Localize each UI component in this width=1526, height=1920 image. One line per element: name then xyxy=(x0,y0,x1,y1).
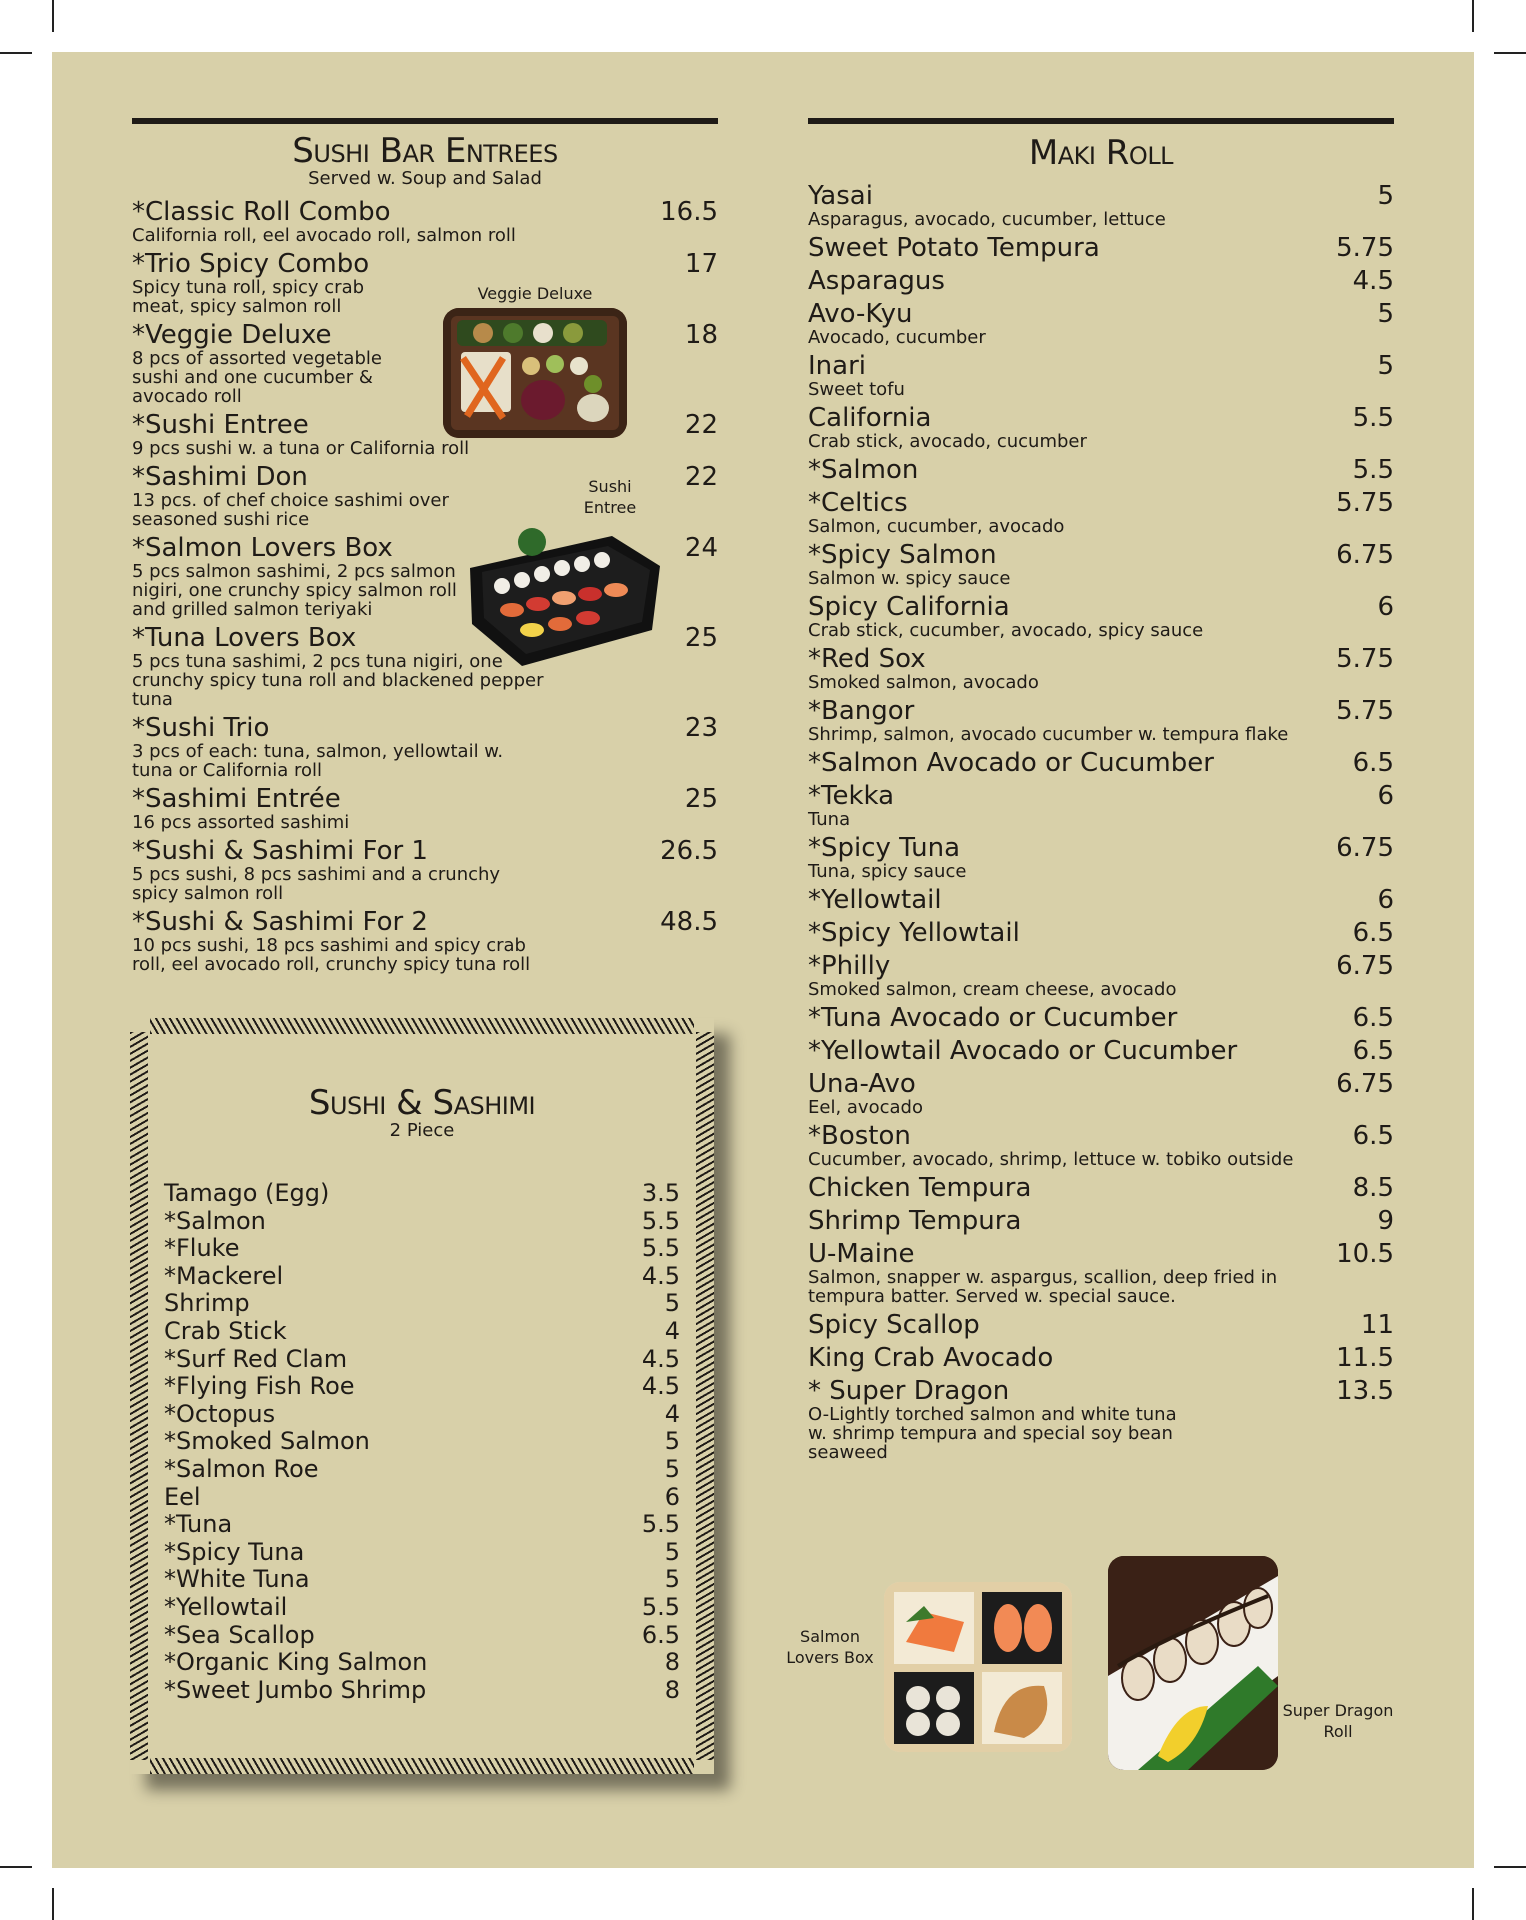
entree-name: *Classic Roll Combo xyxy=(132,197,391,227)
sashimi-price: 8 xyxy=(664,1675,680,1704)
maki-item xyxy=(808,1070,1394,1117)
maki-name: Avo-Kyu xyxy=(808,299,913,329)
entree-price: 17 xyxy=(684,249,718,279)
sashimi-item xyxy=(164,1484,680,1512)
maki-item xyxy=(808,1344,1394,1372)
maki-description: Tuna, spicy sauce xyxy=(808,861,967,882)
maki-price: 6.5 xyxy=(1352,1003,1394,1033)
sashimi-price: 4 xyxy=(664,1316,680,1345)
maki-name: California xyxy=(808,403,932,433)
maki-name: *Spicy Tuna xyxy=(808,833,961,863)
sushi-entree-photo xyxy=(462,506,664,666)
sashimi-price: 5.5 xyxy=(641,1206,680,1235)
entree-name: *Trio Spicy Combo xyxy=(132,249,370,279)
entree-name: *Sashimi Don xyxy=(132,462,308,492)
super-dragon-roll-photo xyxy=(1108,1556,1278,1770)
maki-item xyxy=(808,1240,1394,1306)
sashimi-name: *Smoked Salmon xyxy=(164,1427,370,1456)
sashimi-item xyxy=(164,1373,680,1401)
maki-name: *Bangor xyxy=(808,696,915,726)
entree-name: *Sushi & Sashimi For 2 xyxy=(132,907,428,937)
maki-price: 5.5 xyxy=(1352,403,1394,433)
maki-name: Yasai xyxy=(808,181,873,211)
sashimi-name: *Mackerel xyxy=(164,1261,284,1290)
maki-item xyxy=(808,1311,1394,1339)
maki-item xyxy=(808,489,1394,536)
sashimi-item xyxy=(164,1290,680,1318)
entree-item xyxy=(132,785,718,832)
maki-item xyxy=(808,1037,1394,1065)
maki-title: Maki Roll xyxy=(1028,133,1174,173)
maki-name: * Super Dragon xyxy=(808,1376,1010,1406)
entree-item xyxy=(132,714,718,780)
crop-mark xyxy=(52,0,54,32)
sashimi-name: Eel xyxy=(164,1482,201,1511)
maki-name: Una-Avo xyxy=(808,1069,916,1099)
crop-mark xyxy=(52,1888,54,1920)
maki-description: Crab stick, avocado, cucumber xyxy=(808,431,1087,452)
entree-price: 26.5 xyxy=(660,836,718,866)
sashimi-item xyxy=(164,1208,680,1236)
sashimi-name: Shrimp xyxy=(164,1289,250,1318)
maki-name: *Spicy Yellowtail xyxy=(808,918,1020,948)
maki-item xyxy=(808,352,1394,399)
crop-mark xyxy=(1494,52,1526,54)
maki-item xyxy=(808,300,1394,347)
maki-name: Spicy California xyxy=(808,592,1010,622)
maki-item xyxy=(808,834,1394,881)
maki-item xyxy=(808,749,1394,777)
maki-description: Sweet tofu xyxy=(808,379,905,400)
maki-item xyxy=(808,1207,1394,1235)
sashimi-price: 5.5 xyxy=(641,1510,680,1539)
maki-price: 5 xyxy=(1377,181,1394,211)
maki-name: *Philly xyxy=(808,951,891,981)
entree-price: 16.5 xyxy=(660,197,718,227)
sashimi-item xyxy=(164,1456,680,1484)
sashimi-name: *Yellowtail xyxy=(164,1592,288,1621)
maki-description: Avocado, cucumber xyxy=(808,327,986,348)
sashimi-item xyxy=(164,1677,680,1705)
maki-item xyxy=(808,1004,1394,1032)
crop-mark xyxy=(1472,0,1474,32)
entree-item xyxy=(132,411,718,458)
maki-price: 6 xyxy=(1377,592,1394,622)
maki-price: 6.5 xyxy=(1352,1121,1394,1151)
maki-price: 5 xyxy=(1377,299,1394,329)
entree-price: 25 xyxy=(684,623,718,653)
sashimi-price: 5.5 xyxy=(641,1592,680,1621)
maki-name: Asparagus xyxy=(808,266,945,296)
maki-item xyxy=(808,234,1394,262)
maki-description: Eel, avocado xyxy=(808,1097,923,1118)
maki-price: 6 xyxy=(1377,885,1394,915)
maki-name: *Spicy Salmon xyxy=(808,540,997,570)
entree-description: 5 pcs tuna sashimi, 2 pcs tuna nigiri, one crunchy spicy tuna roll and blackened pepper tuna xyxy=(132,651,544,710)
sashimi-item xyxy=(164,1511,680,1539)
maki-description: Tuna xyxy=(808,809,851,830)
crop-mark xyxy=(0,1866,32,1868)
sushi-entree-photo-caption: Sushi Entree xyxy=(583,477,637,517)
maki-price: 6.75 xyxy=(1336,951,1394,981)
sashimi-price: 5 xyxy=(664,1565,680,1594)
maki-price: 6 xyxy=(1377,781,1394,811)
sashimi-name: *Sweet Jumbo Shrimp xyxy=(164,1675,427,1704)
maki-description: Asparagus, avocado, cucumber, lettuce xyxy=(808,209,1166,230)
entree-price: 48.5 xyxy=(660,907,718,937)
maki-item xyxy=(808,182,1394,229)
maki-name: U-Maine xyxy=(808,1239,915,1269)
maki-item xyxy=(808,1122,1394,1169)
sashimi-name: *Spicy Tuna xyxy=(164,1537,305,1566)
entree-description: 5 pcs salmon sashimi, 2 pcs salmon nigiri, one crunchy spicy salmon roll and grilled salmon teriyaki xyxy=(132,561,457,620)
maki-item xyxy=(808,541,1394,588)
sashimi-price: 4 xyxy=(664,1399,680,1428)
sashimi-name: *Surf Red Clam xyxy=(164,1344,348,1373)
entree-name: *Sashimi Entrée xyxy=(132,784,341,814)
sashimi-price: 6 xyxy=(664,1482,680,1511)
entree-description: 16 pcs assorted sashimi xyxy=(132,812,350,833)
sushi-sashimi-list xyxy=(164,1180,680,1704)
sashimi-item xyxy=(164,1263,680,1291)
maki-name: Inari xyxy=(808,351,866,381)
maki-name: Sweet Potato Tempura xyxy=(808,233,1100,263)
box-border-top xyxy=(150,1018,694,1034)
maki-description: Salmon w. spicy sauce xyxy=(808,568,1011,589)
entree-name: *Sushi Trio xyxy=(132,713,270,743)
maki-name: *Tuna Avocado or Cucumber xyxy=(808,1003,1178,1033)
maki-price: 4.5 xyxy=(1352,266,1394,296)
sashimi-item xyxy=(164,1401,680,1429)
sashimi-name: *Salmon xyxy=(164,1206,266,1235)
veggie-deluxe-photo xyxy=(443,308,627,438)
maki-description: Shrimp, salmon, avocado cucumber w. tempura flake xyxy=(808,724,1289,745)
maki-price: 5 xyxy=(1377,351,1394,381)
maki-price: 9 xyxy=(1377,1206,1394,1236)
maki-price: 6.75 xyxy=(1336,833,1394,863)
sashimi-name: *Tuna xyxy=(164,1510,233,1539)
maki-name: King Crab Avocado xyxy=(808,1343,1054,1373)
maki-description: Smoked salmon, cream cheese, avocado xyxy=(808,979,1177,1000)
sashimi-price: 5 xyxy=(664,1454,680,1483)
maki-item xyxy=(808,593,1394,640)
maki-description: Cucumber, avocado, shrimp, lettuce w. tobiko outside xyxy=(808,1149,1294,1170)
sashimi-name: *Octopus xyxy=(164,1399,276,1428)
maki-item xyxy=(808,919,1394,947)
maki-price: 6.75 xyxy=(1336,1069,1394,1099)
entree-name: *Tuna Lovers Box xyxy=(132,623,357,653)
sushi-sashimi-box xyxy=(130,1018,714,1774)
sashimi-item xyxy=(164,1428,680,1456)
entree-item xyxy=(132,321,718,406)
entree-price: 22 xyxy=(684,462,718,492)
crop-mark xyxy=(1494,1866,1526,1868)
sashimi-item xyxy=(164,1318,680,1346)
sashimi-price: 5.5 xyxy=(641,1234,680,1263)
salmon-lovers-box-photo xyxy=(884,1582,1072,1752)
sashimi-price: 3.5 xyxy=(641,1179,680,1207)
entree-description: 5 pcs sushi, 8 pcs sashimi and a crunchy spicy salmon roll xyxy=(132,864,501,904)
sashimi-price: 5 xyxy=(664,1427,680,1456)
sushi-sashimi-title: Sushi & Sashimi xyxy=(308,1083,536,1123)
maki-item xyxy=(808,782,1394,829)
maki-name: *Yellowtail Avocado or Cucumber xyxy=(808,1036,1238,1066)
maki-description: O-Lightly torched salmon and white tuna w. shrimp tempura and special soy bean seaweed xyxy=(808,1404,1177,1463)
maki-item xyxy=(808,952,1394,999)
maki-price: 13.5 xyxy=(1336,1376,1394,1406)
sashimi-price: 4.5 xyxy=(641,1372,680,1401)
maki-name: *Tekka xyxy=(808,781,895,811)
entree-description: 8 pcs of assorted vegetable sushi and one cucumber & avocado roll xyxy=(132,348,382,407)
salmon-box-photo-caption: Salmon Lovers Box xyxy=(786,1627,874,1667)
maki-item xyxy=(808,404,1394,451)
maki-item xyxy=(808,456,1394,484)
maki-price: 5.75 xyxy=(1336,644,1394,674)
entrees-title: Sushi Bar Entrees xyxy=(292,131,558,171)
maki-item xyxy=(808,886,1394,914)
entree-description: 10 pcs sushi, 18 pcs sashimi and spicy crab roll, eel avocado roll, crunchy spicy tuna roll xyxy=(132,935,531,975)
entree-price: 22 xyxy=(684,410,718,440)
maki-price: 5.75 xyxy=(1336,696,1394,726)
salmon-lovers-box-image xyxy=(884,1582,1072,1752)
entree-name: *Sushi & Sashimi For 1 xyxy=(132,836,428,866)
entree-price: 18 xyxy=(684,320,718,350)
maki-name: Shrimp Tempura xyxy=(808,1206,1022,1236)
super-dragon-roll-image xyxy=(1108,1556,1278,1770)
maki-name: Spicy Scallop xyxy=(808,1310,980,1340)
sashimi-price: 5 xyxy=(664,1289,680,1318)
veggie-deluxe-image xyxy=(443,308,627,438)
maki-name: *Salmon Avocado or Cucumber xyxy=(808,748,1214,778)
sushi-entree-image xyxy=(462,506,664,666)
maki-name: *Yellowtail xyxy=(808,885,942,915)
sashimi-item xyxy=(164,1594,680,1622)
maki-price: 5.75 xyxy=(1336,233,1394,263)
sashimi-name: *Organic King Salmon xyxy=(164,1648,428,1677)
maki-price: 6.75 xyxy=(1336,540,1394,570)
sashimi-name: *Sea Scallop xyxy=(164,1620,315,1649)
entrees-subtitle: Served w. Soup and Salad xyxy=(308,168,542,189)
sashimi-name: *Flying Fish Roe xyxy=(164,1372,355,1401)
entree-description: 13 pcs. of chef choice sashimi over seasoned sushi rice xyxy=(132,490,449,530)
entree-item xyxy=(132,908,718,974)
maki-price: 8.5 xyxy=(1352,1173,1394,1203)
maki-item xyxy=(808,697,1394,744)
entree-description: Spicy tuna roll, spicy crab meat, spicy salmon roll xyxy=(132,277,365,317)
veggie-photo-caption: Veggie Deluxe xyxy=(477,284,593,303)
sashimi-price: 6.5 xyxy=(641,1620,680,1649)
maki-item xyxy=(808,267,1394,295)
sashimi-item xyxy=(164,1566,680,1594)
maki-item xyxy=(808,1377,1394,1462)
box-border-right xyxy=(696,1032,714,1760)
sashimi-name: Tamago (Egg) xyxy=(164,1179,330,1207)
sashimi-item xyxy=(164,1539,680,1567)
entree-name: *Salmon Lovers Box xyxy=(132,533,393,563)
maki-description: Smoked salmon, avocado xyxy=(808,672,1039,693)
entree-name: *Sushi Entree xyxy=(132,410,309,440)
maki-price: 5.75 xyxy=(1336,488,1394,518)
sashimi-item xyxy=(164,1622,680,1650)
entree-item xyxy=(132,198,718,245)
crop-mark xyxy=(0,52,32,54)
sashimi-name: *Salmon Roe xyxy=(164,1454,319,1483)
sashimi-price: 8 xyxy=(664,1648,680,1677)
maki-list xyxy=(808,182,1394,1462)
sashimi-item xyxy=(164,1346,680,1374)
crop-mark xyxy=(1472,1888,1474,1920)
sashimi-item xyxy=(164,1180,680,1208)
entree-description: 3 pcs of each: tuna, salmon, yellowtail w. tuna or California roll xyxy=(132,741,504,781)
maki-description: Salmon, cucumber, avocado xyxy=(808,516,1065,537)
maki-price: 10.5 xyxy=(1336,1239,1394,1269)
sashimi-name: Crab Stick xyxy=(164,1316,287,1345)
maki-item xyxy=(808,645,1394,692)
maki-name: *Salmon xyxy=(808,455,919,485)
entree-description: California roll, eel avocado roll, salmon roll xyxy=(132,225,516,246)
entree-item xyxy=(132,837,718,903)
sashimi-price: 5 xyxy=(664,1537,680,1566)
entree-name: *Veggie Deluxe xyxy=(132,320,332,350)
maki-price: 11.5 xyxy=(1336,1343,1394,1373)
maki-description: Crab stick, cucumber, avocado, spicy sauce xyxy=(808,620,1204,641)
maki-name: *Celtics xyxy=(808,488,908,518)
entree-price: 23 xyxy=(684,713,718,743)
maki-name: *Red Sox xyxy=(808,644,926,674)
entree-price: 24 xyxy=(684,533,718,563)
sashimi-name: *White Tuna xyxy=(164,1565,310,1594)
maki-price: 6.5 xyxy=(1352,748,1394,778)
sushi-sashimi-subtitle: 2 Piece xyxy=(389,1120,455,1141)
maki-price: 6.5 xyxy=(1352,918,1394,948)
maki-name: Chicken Tempura xyxy=(808,1173,1032,1203)
section-rule xyxy=(132,118,718,124)
sashimi-item xyxy=(164,1235,680,1263)
maki-item xyxy=(808,1174,1394,1202)
box-border-bottom xyxy=(150,1758,694,1774)
sashimi-price: 4.5 xyxy=(641,1344,680,1373)
super-dragon-photo-caption: Super Dragon Roll xyxy=(1282,1701,1394,1741)
entree-price: 25 xyxy=(684,784,718,814)
maki-price: 6.5 xyxy=(1352,1036,1394,1066)
section-rule xyxy=(808,118,1394,124)
maki-name: *Boston xyxy=(808,1121,911,1151)
sashimi-name: *Fluke xyxy=(164,1234,240,1263)
entree-description: 9 pcs sushi w. a tuna or California roll xyxy=(132,438,470,459)
maki-price: 11 xyxy=(1360,1310,1394,1340)
entree-item xyxy=(132,250,718,316)
maki-price: 5.5 xyxy=(1352,455,1394,485)
sashimi-price: 4.5 xyxy=(641,1261,680,1290)
maki-section xyxy=(808,118,1394,1462)
sashimi-item xyxy=(164,1649,680,1677)
maki-description: Salmon, snapper w. aspargus, scallion, deep fried in tempura batter. Served w. special sauce. xyxy=(808,1267,1278,1307)
box-border-left xyxy=(130,1032,148,1760)
